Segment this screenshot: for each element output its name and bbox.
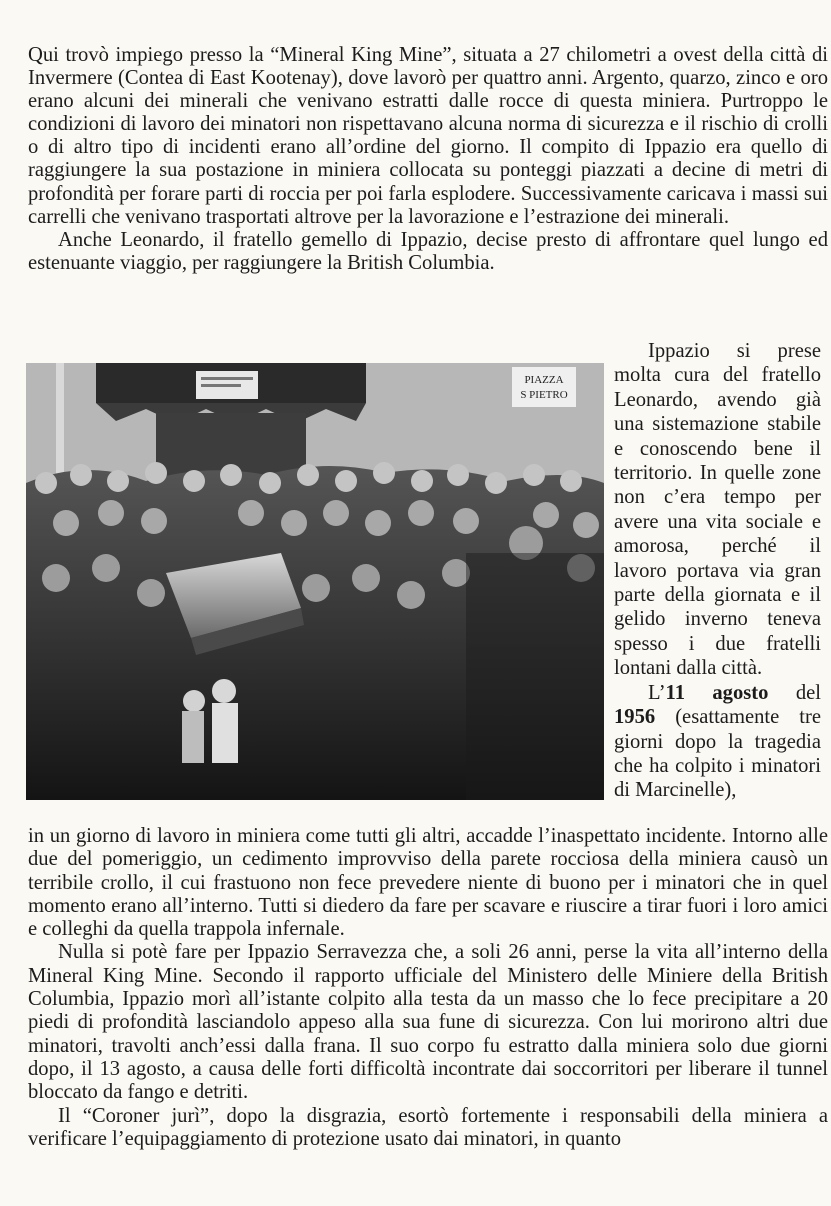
piazza-sign-line2: S PIETRO <box>520 389 568 401</box>
paragraph-nulla-si-pote: Nulla si potè fare per Ippazio Serravezza che, a soli 26 anni, perse la vita all’interno della Mineral King Mine. Secondo il rapporto ufficiale del Ministero delle Miniere della British Columbia, Ippazio morì all’istante colpito alla testa da un masso che lo fece precipitare a 20 piedi di profondità lasciandolo appeso alla sua fune di sicurezza. Con lui morirono altri due minatori, travolti anch’essi dalla frana. Il suo corpo fu estratto dalla miniera solo due giorni dopo, il 13 agosto, a causa delle forti difficoltà incontrate dai soccorritori per liberare il tunnel bloccato da fango e detriti. <box>28 941 828 1104</box>
prefix-text: L’ <box>648 681 666 704</box>
piazza-sign-line1: PIAZZA <box>524 374 564 386</box>
funeral-photograph <box>26 363 604 800</box>
top-text-block <box>28 44 828 275</box>
mid-text: del <box>768 681 821 704</box>
year-bold: 1956 <box>614 706 656 729</box>
paragraph-11-agosto <box>614 681 821 803</box>
paragraph-mineral-king-mine: Qui trovò impiego presso la “Mineral King Mine”, situata a 27 chilometri a ovest della città di Invermere (Contea di East Kootenay), dove lavorò per quattro anni. Argento, quarzo, zinco e oro erano alcuni dei minerali che venivano estratti dalle rocce di questa miniera. Purtroppo le condizioni di lavoro dei minatori non rispettavano alcuna norma di sicurezza e il rischio di crolli o di altro tipo di incidenti erano all’ordine del giorno. Il compito di Ippazio era quello di raggiungere la sua postazione in miniera collocata su ponteggi piazzati a decine di metri di profondità per forare parti di roccia per poi farla esplodere. Successivamente caricava i massi sui carrelli che venivano trasportati altrove per la lavorazione e l’estrazione dei minerali. <box>28 44 828 228</box>
paragraph-ippazio-cura: Ippazio si prese molta cura del fratello Leonardo, avendo già una sistemazione stabile e conoscendo bene il territorio. In quelle zone non c’era tempo per avere una vita sociale e amorosa, perché il lavoro portava via gran parte della giornata e il gelido inverno teneva spesso i due fratelli lontani dalla città. <box>614 340 821 680</box>
paragraph-leonardo: Anche Leonardo, il fratello gemello di Ippazio, decise presto di affrontare quel lungo ed estenuante viaggio, per raggiungere la British Columbia. <box>28 228 828 274</box>
paragraph-incidente: in un giorno di lavoro in miniera come tutti gli altri, accadde l’inaspettato incidente. Intorno alle due del pomeriggio, un cedimento improvviso della parete rocciosa della miniera causò un terribile crollo, il cui frastuono non fece prevedere niente di buono per i minatori che in quel momento erano all’interno. Tutti si diedero da fare per scavare e riuscire a tirar fuori i loro amici e colleghi da quella trappola infernale. <box>28 825 828 941</box>
date-bold: 11 agosto <box>665 681 769 704</box>
paragraph-coroner-juri: Il “Coroner jurì”, dopo la disgrazia, esortò fortemente i responsabili della miniera a verificare l’equipaggiamento di protezione usato dai minatori, in quanto <box>28 1104 828 1150</box>
rest-text: (esattamente tre giorni dopo la tragedia che ha colpito i minatori di Marcinelle), <box>614 706 821 802</box>
bottom-text-block <box>28 825 828 1151</box>
side-text-column <box>614 339 821 803</box>
